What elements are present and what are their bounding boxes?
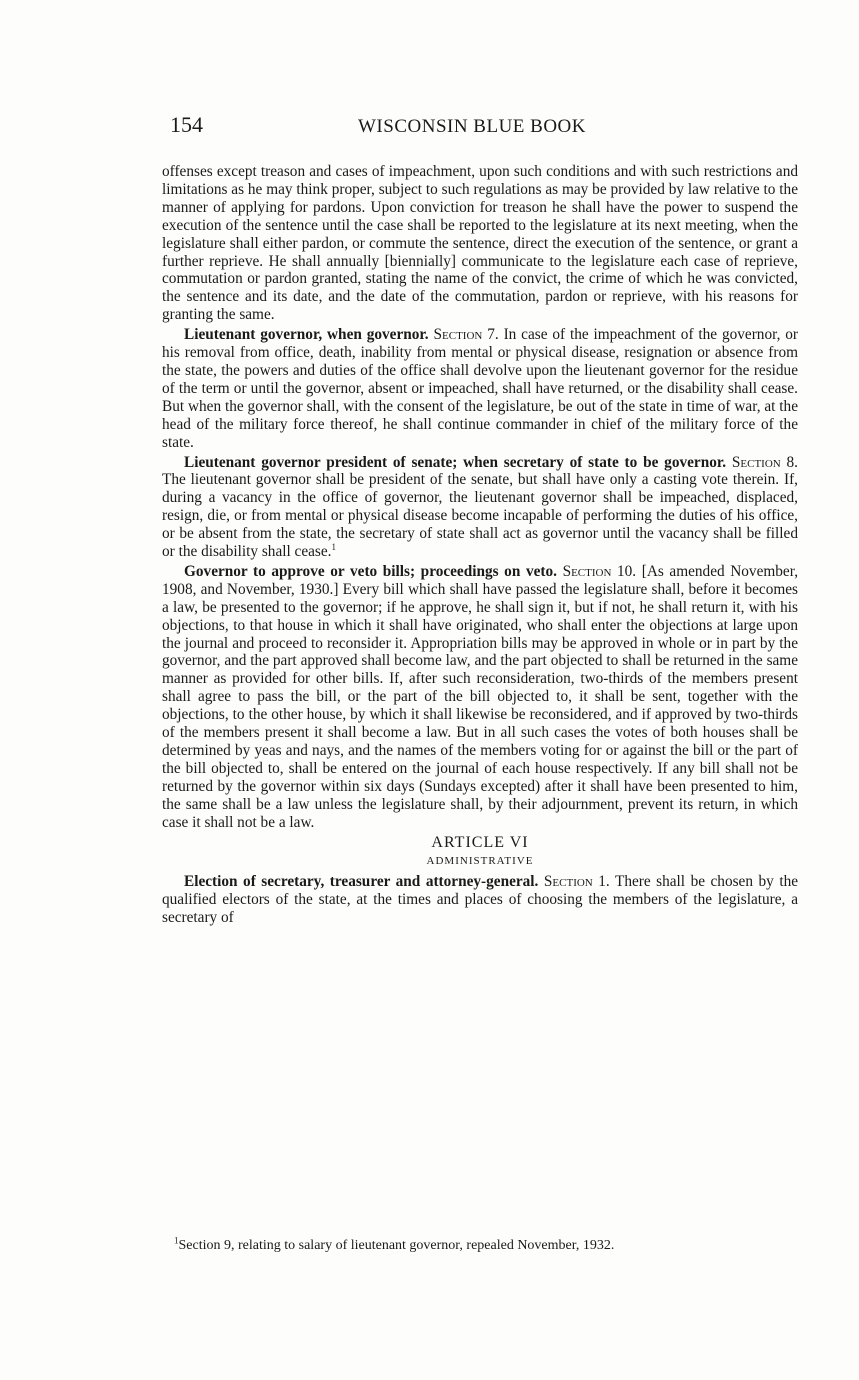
paragraph-text: The lieutenant governor shall be president of the senate, but shall have only a casting vote therein. If, during a vacancy in the office of governor, the lieutenant governor shall be impeached, displaced, resign, die, or from mental or physical disease become incapable of performing the duties of his office, or be absent from the state, the secretary of state shall act as governor until the vacancy shall be filled or the disability shall cease. [162, 471, 798, 561]
paragraph-text: [As amended November, 1908, and November, 1930.] Every bill which shall have passed the legislature shall, before it becomes a law, be presented to the governor; if he approve, he shall sign it, but if not, he shall return it, with his objections, to that house in which it shall have originated, who shall enter the objections at large upon the journal and proceed to reconsider it. Appropriation bills may be approved in whole or in part by the governor, and the part approved shall become law, and the part objected to shall be returned in the same manner as provided for other bills. If, after such reconsideration, two-thirds of the members present shall agree to pass the bill, or the part of the bill objected to, it shall be sent, together with the objections, to the other house, by which it shall likewise be reconsidered, and if approved by two-thirds of the members present it shall become a law. But in all such cases the votes of both houses shall be determined by yeas and nays, and the names of the members voting for or against the bill or the part of the bill objected to, shall be entered on the journal of each house respectively. If any bill shall not be returned by the governor within six days (Sundays excepted) after it shall have been presented to him, the same shall be a law unless the legislature shall, by their adjournment, prevent its return, in which case it shall not be a law. [162, 562, 799, 831]
page-header [170, 112, 800, 140]
paragraph-pardons [162, 163, 798, 324]
paragraph-section-7 [162, 326, 798, 451]
section-label: Section 7. [433, 326, 499, 344]
footnote-reference: 1 [331, 541, 336, 552]
paragraph-text: There shall be chosen by the qualified electors of the state, at the times and places of choosing the members of the legislature, a secretary of [162, 873, 799, 927]
article-title: ARTICLE VI [431, 833, 529, 851]
paragraph-text: In case of the impeachment of the governor, or his removal from office, death, inability from mental or physical disease, resignation or absence from the state, the powers and duties of the office shall devolve upon the lieutenant governor for the residue of the term or until the governor, absent or impeached, shall have returned, or the disability shall cease. But when the governor shall, with the consent of the legislature, be out of the state in time of war, at the head of the military force thereof, he shall continue commander in chief of the military force of the state. [162, 326, 799, 451]
paragraph-section-10 [162, 563, 798, 832]
paragraph-section-8 [162, 454, 798, 561]
footnote [162, 1235, 798, 1253]
section-label: Section 8. [731, 453, 799, 471]
article-subtitle: ADMINISTRATIVE [426, 855, 534, 868]
body-text [162, 163, 798, 929]
section-heading: Governor to approve or veto bills; proceedings on veto. [184, 562, 557, 580]
page-number: 154 [170, 112, 203, 137]
section-heading: Lieutenant governor, when governor. [184, 326, 429, 344]
footnote-text: Section 9, relating to salary of lieutenant governor, repealed November, 1932. [178, 1238, 615, 1253]
section-label: Section 1. [543, 873, 610, 891]
section-label: Section 10. [562, 562, 637, 580]
paragraph-text: offenses except treason and cases of impeachment, upon such conditions and with such restrictions and limitations as he may think proper, subject to such regulations as may be provided by law relative to the manner of applying for pardons. Upon conviction for treason he shall have the power to suspend the execution of the sentence until the case shall be reported to the legislature at its next meeting, when the legislature shall either pardon, or commute the sentence, direct the execution of the sentence, or grant a further reprieve. He shall annually [biennially] communicate to the legislature each case of reprieve, commutation or pardon granted, stating the name of the convict, the crime of which he was convicted, the sentence and its date, and the date of the commutation, pardon or reprieve, with his reasons for granting the same. [162, 163, 798, 324]
running-title: WISCONSIN BLUE BOOK [358, 116, 586, 137]
footnote-marker: 1 [174, 1235, 179, 1246]
section-heading: Lieutenant governor president of senate; when secretary of state to be governor. [184, 453, 727, 471]
paragraph-article-6-section-1 [162, 873, 798, 927]
section-heading: Election of secretary, treasurer and attorney-general. [184, 873, 539, 891]
